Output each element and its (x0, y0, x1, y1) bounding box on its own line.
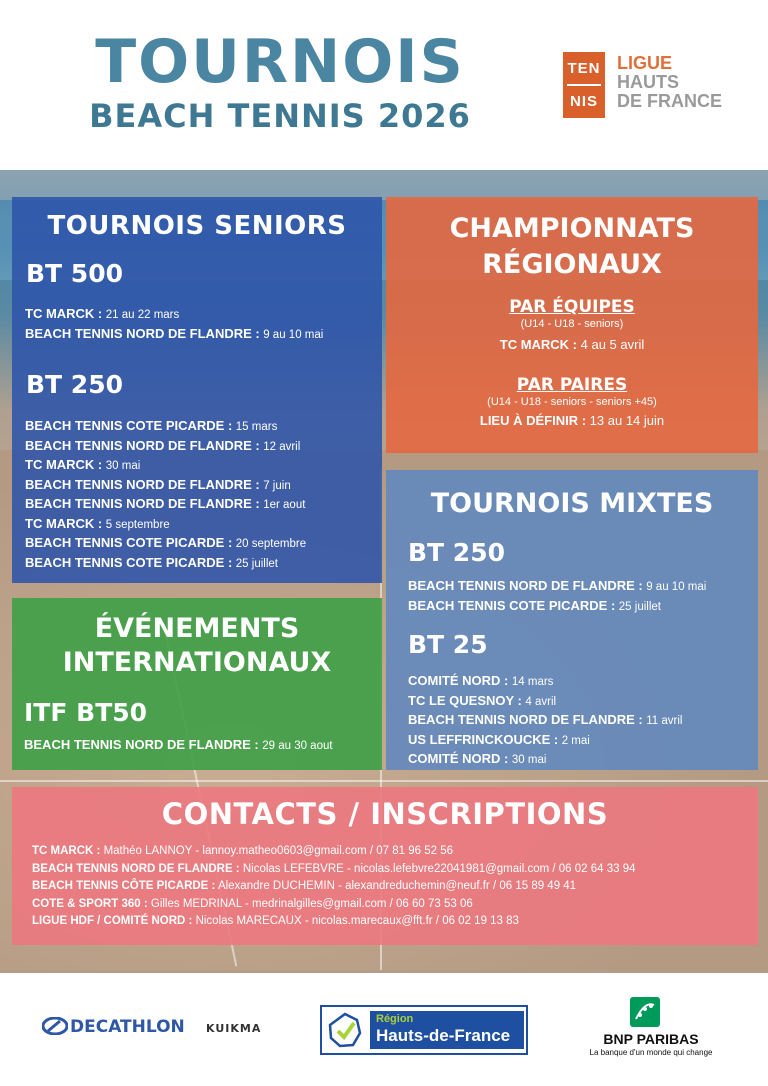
event-date: 5 septembre (105, 518, 170, 531)
event-date: 25 juillet (235, 557, 278, 570)
championnats-title-line-1: CHAMPIONNATS (449, 213, 695, 244)
club-name: TC MARCK : (499, 337, 578, 352)
event-date: 4 avril (525, 695, 557, 708)
contact-info[interactable]: Mathéo LANNOY - lannoy.matheo0603@gmail.com / 07 81 96 52 56 (103, 845, 453, 857)
evenements-title-line-2: INTERNATIONAUX (62, 647, 332, 678)
contact-row (32, 878, 636, 896)
contact-info[interactable]: Nicolas LEFEBVRE - nicolas.lefebvre22041981@gmail.com / 06 02 64 33 94 (242, 862, 636, 875)
par-equipes-categories: (U14 - U18 - seniors) (520, 318, 624, 330)
club-name: BEACH TENNIS CÔTE PICARDE : (32, 880, 216, 892)
championnats-regionaux-panel (386, 197, 758, 453)
club-name: BEACH TENNIS NORD DE FLANDRE : (25, 476, 260, 492)
par-paires-categories: (U14 - U18 - seniors - seniors +45) (487, 396, 657, 408)
list-item (25, 495, 306, 515)
list-item (408, 692, 682, 712)
tennis-logo-mark (563, 52, 605, 118)
bt250-list (25, 417, 306, 573)
list-item (408, 672, 682, 692)
club-name: TC MARCK : (25, 515, 103, 531)
contact-row (32, 843, 636, 861)
club-name: COMITÉ NORD : (408, 673, 509, 688)
region-label (370, 1011, 524, 1049)
club-name: BEACH TENNIS NORD DE FLANDRE : (32, 862, 240, 875)
list-item (25, 554, 306, 574)
itf-bt50-label: ITF BT50 (24, 698, 148, 727)
poster-header (0, 0, 768, 170)
event-date: 9 au 10 mai (263, 328, 324, 341)
logo-hauts: HAUTS (617, 72, 679, 92)
club-name: LIGUE HDF / COMITÉ NORD : (32, 915, 193, 927)
list-item (408, 577, 706, 597)
bt500-label: BT 500 (26, 259, 123, 288)
event-date: 12 avril (263, 440, 301, 453)
club-name: BEACH TENNIS NORD DE FLANDRE : (25, 325, 260, 341)
club-name: LIEU À DÉFINIR : (479, 413, 587, 428)
list-item (24, 736, 333, 756)
list-item (25, 325, 323, 345)
par-equipes-entry (386, 335, 758, 355)
par-paires-entry (386, 411, 758, 431)
contact-info[interactable]: Gilles MEDRINAL - medrinalgilles@gmail.com / 06 60 73 53 06 (150, 897, 473, 910)
seniors-title: TOURNOIS SENIORS (47, 211, 347, 241)
mixtes-bt250-list (408, 577, 706, 616)
contacts-list (32, 843, 636, 931)
evenements-title-line-1: ÉVÉNEMENTS (94, 613, 300, 644)
logo-divider (567, 84, 601, 86)
tournois-mixtes-panel (386, 470, 758, 770)
event-date: 13 au 14 juin (589, 413, 665, 428)
bt25-list (408, 672, 682, 770)
bnp-slogan: La banque d'un monde qui change (589, 1048, 713, 1057)
event-date: 1er aout (263, 499, 306, 511)
mixtes-bt250-label: BT 250 (408, 538, 505, 567)
club-name: COMITÉ NORD : (408, 751, 509, 766)
event-date: 30 mai (511, 754, 547, 766)
tournois-seniors-panel (12, 197, 382, 583)
list-item (408, 731, 682, 751)
mixtes-title: TOURNOIS MIXTES (430, 488, 714, 519)
event-date: 14 mars (511, 676, 554, 688)
region-text: Région (376, 1013, 414, 1025)
list-item (25, 437, 306, 457)
bt500-list (25, 305, 323, 344)
decathlon-logo (42, 1017, 192, 1041)
contacts-panel (12, 787, 758, 945)
event-date: 15 mars (235, 421, 278, 433)
contact-row (32, 913, 636, 931)
list-item (408, 597, 706, 617)
contacts-title: CONTACTS / INSCRIPTIONS (161, 797, 609, 831)
ligue-text (617, 54, 722, 111)
championnats-title (386, 211, 758, 283)
club-name: BEACH TENNIS NORD DE FLANDRE : (408, 578, 643, 593)
club-name: BEACH TENNIS COTE PICARDE : (25, 418, 233, 433)
par-paires-section (386, 375, 758, 431)
contact-row (32, 896, 636, 914)
event-date: 21 au 22 mars (105, 309, 180, 321)
par-equipes-heading: PAR ÉQUIPES (509, 297, 635, 317)
logo-ten-text: TEN (567, 60, 601, 77)
event-date: 25 juillet (618, 600, 661, 613)
contact-info[interactable]: Nicolas MARECAUX - nicolas.marecaux@fft.fr / 06 02 19 13 83 (195, 915, 519, 927)
bnp-paribas-logo (586, 997, 716, 1067)
club-name: BEACH TENNIS COTE PICARDE : (25, 554, 233, 570)
list-item (25, 305, 323, 325)
logo-de-france: DE FRANCE (617, 91, 723, 111)
sponsors-footer (0, 973, 768, 1086)
list-item (25, 476, 306, 496)
list-item (408, 711, 682, 731)
bt25-label: BT 25 (408, 630, 488, 659)
list-item (25, 515, 306, 535)
championnats-title-line-2: RÉGIONAUX (482, 249, 662, 280)
club-name: BEACH TENNIS COTE PICARDE : (25, 535, 233, 550)
contact-info[interactable]: Alexandre DUCHEMIN - alexandreduchemin@neuf.fr / 06 15 89 49 41 (217, 880, 577, 892)
logo-nis-text: NIS (569, 93, 598, 110)
bnp-name: BNP PARIBAS (603, 1031, 699, 1047)
club-name: BEACH TENNIS NORD DE FLANDRE : (24, 737, 259, 752)
france-map-icon (326, 1011, 364, 1049)
event-date: 29 au 30 aout (262, 740, 333, 752)
evenements-internationaux-panel (12, 598, 382, 770)
event-date: 7 juin (263, 479, 291, 492)
par-paires-heading: PAR PAIRES (516, 375, 628, 395)
itf-list (24, 736, 333, 756)
list-item (25, 534, 306, 554)
event-date: 4 au 5 avril (580, 337, 645, 352)
bnp-stars-icon (630, 997, 660, 1027)
evenements-title (12, 612, 382, 680)
event-date: 11 avril (646, 715, 683, 727)
club-name: TC LE QUESNOY : (408, 692, 522, 708)
club-name: BEACH TENNIS COTE PICARDE : (408, 597, 616, 613)
club-name: TC MARCK : (25, 306, 103, 321)
region-hauts-de-france-logo (320, 1005, 528, 1055)
ligue-hauts-de-france-logo (563, 52, 743, 118)
club-name: US LEFFRINCKOUCKE : (408, 731, 559, 747)
bt250-label: BT 250 (26, 370, 123, 399)
event-date: 2 mai (561, 734, 590, 747)
decathlon-text: DECATHLON (70, 1017, 185, 1037)
decathlon-mark-icon (42, 1017, 68, 1035)
club-name: COTE & SPORT 360 : (32, 897, 148, 910)
list-item (25, 456, 306, 476)
contact-row (32, 861, 636, 879)
event-date: 20 septembre (235, 538, 307, 550)
club-name: BEACH TENNIS NORD DE FLANDRE : (408, 712, 643, 727)
logo-ligue: LIGUE (617, 53, 673, 73)
hauts-de-france-text: Hauts-de-France (376, 1026, 511, 1045)
title-line-2: BEACH TENNIS 2026 (89, 97, 471, 135)
club-name: BEACH TENNIS NORD DE FLANDRE : (25, 496, 260, 511)
club-name: TC MARCK : (32, 845, 101, 857)
event-date: 9 au 10 mai (646, 581, 707, 593)
list-item (408, 750, 682, 770)
club-name: BEACH TENNIS NORD DE FLANDRE : (25, 437, 260, 453)
club-name: TC MARCK : (25, 457, 103, 472)
par-equipes-section (386, 297, 758, 355)
kuikma-logo: KUIKMA (206, 1022, 262, 1035)
court-line (0, 780, 768, 782)
list-item (25, 417, 306, 437)
event-date: 30 mai (105, 460, 141, 472)
poster-title (50, 28, 510, 136)
title-line-1: TOURNOIS (95, 27, 465, 97)
